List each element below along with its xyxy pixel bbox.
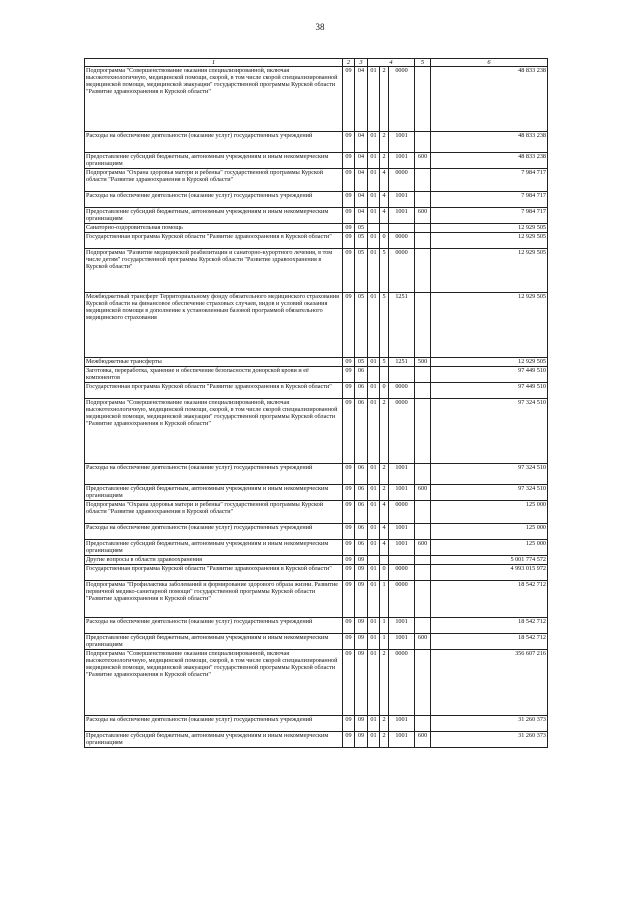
table-row (85, 192, 548, 208)
table-row (85, 383, 548, 399)
row-pr-code: 04 (355, 208, 368, 224)
row-program-code: 01 (368, 464, 380, 485)
row-subprogram-code: 0 (380, 383, 389, 399)
row-expense-type: 600 (415, 485, 431, 501)
row-amount: 18 542 712 (431, 618, 548, 634)
row-program-code: 01 (368, 650, 380, 716)
row-rz-code: 09 (343, 233, 355, 249)
row-name: Предоставление субсидий бюджетным, автономным учреждениям и иным некоммерческим организациям (85, 540, 343, 556)
row-direction-code: 0000 (389, 249, 415, 293)
row-amount: 356 607 216 (431, 650, 548, 716)
row-program-code: 01 (368, 192, 380, 208)
row-amount: 12 929 505 (431, 249, 548, 293)
row-pr-code: 04 (355, 132, 368, 153)
row-name: Предоставление субсидий бюджетным, автономным учреждениям и иным некоммерческим организациям (85, 485, 343, 501)
row-direction-code: 0000 (389, 650, 415, 716)
table-row (85, 132, 548, 153)
row-expense-type: 600 (415, 634, 431, 650)
row-direction-code (389, 556, 415, 565)
row-rz-code: 09 (343, 367, 355, 383)
table-row (85, 249, 548, 293)
table-row (85, 153, 548, 169)
row-expense-type (415, 224, 431, 233)
row-rz-code: 09 (343, 485, 355, 501)
table-row (85, 501, 548, 524)
row-program-code: 01 (368, 501, 380, 524)
row-name: Другие вопросы в области здравоохранения (85, 556, 343, 565)
row-name: Подпрограмма "Профилактика заболеваний и формирование здорового образа жизни. Развитие первичной медико-санитарной помощи" государственной программы Курской области "Развитие здравоохранения в Курской области" (85, 581, 343, 618)
row-expense-type (415, 233, 431, 249)
table-row (85, 224, 548, 233)
row-expense-type (415, 67, 431, 132)
row-amount: 48 833 238 (431, 153, 548, 169)
row-program-code: 01 (368, 618, 380, 634)
row-subprogram-code: 4 (380, 192, 389, 208)
row-rz-code: 09 (343, 556, 355, 565)
table-row (85, 367, 548, 383)
row-program-code: 01 (368, 399, 380, 464)
row-name: Расходы на обеспечение деятельности (оказание услуг) государственных учреждений (85, 464, 343, 485)
row-amount: 97 449 510 (431, 383, 548, 399)
row-pr-code: 04 (355, 67, 368, 132)
row-name: Расходы на обеспечение деятельности (оказание услуг) государственных учреждений (85, 524, 343, 540)
row-program-code: 01 (368, 485, 380, 501)
row-pr-code: 06 (355, 464, 368, 485)
row-expense-type: 500 (415, 358, 431, 367)
row-name: Предоставление субсидий бюджетным, автономным учреждениям и иным некоммерческим организациям (85, 208, 343, 224)
row-amount: 48 833 238 (431, 132, 548, 153)
row-program-code: 01 (368, 249, 380, 293)
row-program-code: 01 (368, 524, 380, 540)
table-row (85, 634, 548, 650)
row-expense-type: 600 (415, 208, 431, 224)
row-rz-code: 09 (343, 565, 355, 581)
row-direction-code (389, 224, 415, 233)
row-program-code: 01 (368, 540, 380, 556)
row-rz-code: 09 (343, 634, 355, 650)
row-name: Предоставление субсидий бюджетным, автономным учреждениям и иным некоммерческим организациям (85, 153, 343, 169)
row-amount: 7 984 717 (431, 192, 548, 208)
row-rz-code: 09 (343, 540, 355, 556)
row-subprogram-code: 4 (380, 169, 389, 192)
row-direction-code: 1001 (389, 716, 415, 732)
row-amount: 5 001 774 572 (431, 556, 548, 565)
row-name: Межбюджетные трансферты (85, 358, 343, 367)
row-pr-code: 09 (355, 581, 368, 618)
row-amount: 7 984 717 (431, 169, 548, 192)
row-pr-code: 09 (355, 716, 368, 732)
row-name: Подпрограмма "Охрана здоровья матери и ребенка" государственной программы Курской области "Развитие здравоохранения в Курской области" (85, 169, 343, 192)
row-expense-type: 600 (415, 540, 431, 556)
row-program-code: 01 (368, 169, 380, 192)
row-name: Государственная программа Курской области "Развитие здравоохранения в Курской области" (85, 565, 343, 581)
row-direction-code: 1001 (389, 192, 415, 208)
row-expense-type: 600 (415, 153, 431, 169)
row-expense-type (415, 169, 431, 192)
row-rz-code: 09 (343, 132, 355, 153)
row-program-code: 01 (368, 293, 380, 358)
row-subprogram-code: 4 (380, 540, 389, 556)
row-pr-code: 09 (355, 565, 368, 581)
row-expense-type (415, 581, 431, 618)
table-row (85, 524, 548, 540)
row-direction-code (389, 367, 415, 383)
row-subprogram-code: 0 (380, 233, 389, 249)
row-pr-code: 06 (355, 524, 368, 540)
row-amount: 125 000 (431, 540, 548, 556)
row-pr-code: 05 (355, 233, 368, 249)
row-direction-code: 1001 (389, 732, 415, 748)
row-expense-type (415, 367, 431, 383)
row-program-code (368, 224, 380, 233)
row-subprogram-code: 2 (380, 485, 389, 501)
row-program-code: 01 (368, 581, 380, 618)
row-amount: 12 929 505 (431, 358, 548, 367)
row-program-code: 01 (368, 153, 380, 169)
row-name: Подпрограмма "Совершенствование оказания специализированной, включая высокотехнологичную, медицинской помощи, скорой, в том числе скорой специализированной медицинской помощи, медицинской эвакуации" государственной программы Курской области "Развитие здравоохранения в Курской области" (85, 67, 343, 132)
row-subprogram-code: 0 (380, 565, 389, 581)
table-row (85, 293, 548, 358)
row-amount: 31 260 373 (431, 716, 548, 732)
row-program-code: 01 (368, 208, 380, 224)
table-row (85, 650, 548, 716)
row-direction-code: 0000 (389, 169, 415, 192)
table-row (85, 556, 548, 565)
row-rz-code: 09 (343, 192, 355, 208)
row-subprogram-code: 5 (380, 358, 389, 367)
row-expense-type (415, 192, 431, 208)
row-name: Расходы на обеспечение деятельности (оказание услуг) государственных учреждений (85, 716, 343, 732)
table-row (85, 618, 548, 634)
table-row (85, 716, 548, 732)
row-direction-code: 0000 (389, 233, 415, 249)
row-direction-code: 1001 (389, 208, 415, 224)
row-subprogram-code: 2 (380, 732, 389, 748)
row-program-code: 01 (368, 732, 380, 748)
row-direction-code: 1001 (389, 524, 415, 540)
row-program-code: 01 (368, 233, 380, 249)
row-rz-code: 09 (343, 501, 355, 524)
row-expense-type (415, 650, 431, 716)
row-expense-type: 600 (415, 732, 431, 748)
header-col-1: 1 (85, 59, 343, 67)
row-rz-code: 09 (343, 383, 355, 399)
row-pr-code: 04 (355, 169, 368, 192)
row-pr-code: 06 (355, 501, 368, 524)
row-expense-type (415, 464, 431, 485)
row-amount: 4 993 015 972 (431, 565, 548, 581)
row-direction-code: 0000 (389, 565, 415, 581)
row-rz-code: 09 (343, 358, 355, 367)
row-subprogram-code: 4 (380, 501, 389, 524)
row-rz-code: 09 (343, 716, 355, 732)
row-expense-type (415, 524, 431, 540)
table-row (85, 540, 548, 556)
row-expense-type (415, 132, 431, 153)
row-subprogram-code: 5 (380, 249, 389, 293)
row-pr-code: 05 (355, 224, 368, 233)
row-name: Расходы на обеспечение деятельности (оказание услуг) государственных учреждений (85, 618, 343, 634)
row-amount: 18 542 712 (431, 634, 548, 650)
row-program-code (368, 367, 380, 383)
row-direction-code: 0000 (389, 501, 415, 524)
table-row (85, 358, 548, 367)
row-subprogram-code (380, 367, 389, 383)
row-pr-code: 06 (355, 540, 368, 556)
row-expense-type (415, 249, 431, 293)
table-header-row (85, 59, 548, 67)
row-subprogram-code: 4 (380, 524, 389, 540)
row-program-code: 01 (368, 634, 380, 650)
table-row (85, 208, 548, 224)
row-expense-type (415, 618, 431, 634)
row-pr-code: 05 (355, 293, 368, 358)
row-rz-code: 09 (343, 618, 355, 634)
row-program-code: 01 (368, 565, 380, 581)
row-subprogram-code: 2 (380, 153, 389, 169)
row-program-code: 01 (368, 132, 380, 153)
header-col-3: 3 (355, 59, 368, 67)
row-subprogram-code: 2 (380, 716, 389, 732)
row-pr-code: 09 (355, 618, 368, 634)
table-row (85, 67, 548, 132)
row-name: Подпрограмма "Развитие медицинской реабилитации и санаторно-курортного лечения, в том числе детям" государственной программы Курской области "Развитие здравоохранения в Курской области" (85, 249, 343, 293)
table-row (85, 581, 548, 618)
row-rz-code: 09 (343, 153, 355, 169)
row-name: Подпрограмма "Совершенствование оказания специализированной, включая высокотехнологичную, медицинской помощи, скорой, в том числе скорой специализированной медицинской помощи, медицинской эвакуации" государственной программы Курской области "Развитие здравоохранения в Курской области" (85, 650, 343, 716)
row-expense-type (415, 565, 431, 581)
row-rz-code: 09 (343, 399, 355, 464)
page-number: 38 (315, 22, 325, 32)
row-direction-code: 0000 (389, 399, 415, 464)
row-rz-code: 09 (343, 732, 355, 748)
table-row (85, 732, 548, 748)
row-name: Государственная программа Курской области "Развитие здравоохранения в Курской области" (85, 233, 343, 249)
row-direction-code: 1001 (389, 634, 415, 650)
header-col-6: 6 (431, 59, 548, 67)
row-direction-code: 0000 (389, 581, 415, 618)
row-subprogram-code: 4 (380, 208, 389, 224)
row-program-code: 01 (368, 358, 380, 367)
row-rz-code: 09 (343, 224, 355, 233)
row-pr-code: 06 (355, 485, 368, 501)
row-amount: 125 000 (431, 501, 548, 524)
row-subprogram-code: 2 (380, 650, 389, 716)
row-expense-type (415, 716, 431, 732)
row-direction-code: 1251 (389, 293, 415, 358)
row-amount: 18 542 712 (431, 581, 548, 618)
row-pr-code: 09 (355, 556, 368, 565)
row-direction-code: 1001 (389, 153, 415, 169)
table-row (85, 464, 548, 485)
row-direction-code: 1251 (389, 358, 415, 367)
row-direction-code: 1001 (389, 485, 415, 501)
row-program-code: 01 (368, 716, 380, 732)
row-subprogram-code (380, 224, 389, 233)
row-subprogram-code: 2 (380, 132, 389, 153)
row-pr-code: 09 (355, 634, 368, 650)
table-row (85, 233, 548, 249)
row-name: Предоставление субсидий бюджетным, автономным учреждениям и иным некоммерческим организациям (85, 634, 343, 650)
row-pr-code: 05 (355, 358, 368, 367)
row-amount: 97 324 510 (431, 399, 548, 464)
row-program-code (368, 556, 380, 565)
row-rz-code: 09 (343, 67, 355, 132)
row-amount: 97 449 510 (431, 367, 548, 383)
row-rz-code: 09 (343, 524, 355, 540)
row-subprogram-code: 1 (380, 634, 389, 650)
row-direction-code: 1001 (389, 132, 415, 153)
row-expense-type (415, 383, 431, 399)
row-name: Подпрограмма "Охрана здоровья матери и ребенка" государственной программы Курской области "Развитие здравоохранения в Курской области" (85, 501, 343, 524)
row-subprogram-code: 5 (380, 293, 389, 358)
row-name: Предоставление субсидий бюджетным, автономным учреждениям и иным некоммерческим организациям (85, 732, 343, 748)
row-name: Подпрограмма "Совершенствование оказания специализированной, включая высокотехнологичную, медицинской помощи, скорой, в том числе скорой специализированной медицинской помощи, медицинской эвакуации" государственной программы Курской области "Развитие здравоохранения в Курской области" (85, 399, 343, 464)
row-pr-code: 09 (355, 650, 368, 716)
row-name: Заготовка, переработка, хранение и обеспечение безопасности донорской крови и её компонентов (85, 367, 343, 383)
row-expense-type (415, 293, 431, 358)
row-program-code: 01 (368, 383, 380, 399)
row-direction-code: 1001 (389, 540, 415, 556)
row-rz-code: 09 (343, 249, 355, 293)
row-name: Санаторно-оздоровительная помощь (85, 224, 343, 233)
row-name: Расходы на обеспечение деятельности (оказание услуг) государственных учреждений (85, 192, 343, 208)
table-row (85, 399, 548, 464)
row-rz-code: 09 (343, 581, 355, 618)
row-pr-code: 04 (355, 153, 368, 169)
row-amount: 12 929 505 (431, 233, 548, 249)
table-row (85, 169, 548, 192)
row-name: Государственная программа Курской области "Развитие здравоохранения в Курской области" (85, 383, 343, 399)
row-direction-code: 1001 (389, 618, 415, 634)
row-amount: 7 984 717 (431, 208, 548, 224)
header-col-4: 4 (368, 59, 415, 67)
row-pr-code: 04 (355, 192, 368, 208)
table-row (85, 565, 548, 581)
budget-table (84, 58, 548, 748)
row-expense-type (415, 399, 431, 464)
row-pr-code: 06 (355, 399, 368, 464)
row-direction-code: 0000 (389, 67, 415, 132)
row-amount: 12 929 505 (431, 224, 548, 233)
row-amount: 12 929 505 (431, 293, 548, 358)
row-rz-code: 09 (343, 464, 355, 485)
row-direction-code: 0000 (389, 383, 415, 399)
header-col-5: 5 (415, 59, 431, 67)
row-amount: 48 833 238 (431, 67, 548, 132)
row-expense-type (415, 501, 431, 524)
row-name: Межбюджетный трансферт Территориальному фонду обязательного медицинского страхования Курской области на финансовое обеспечение страховых случаев, видов и условий оказания медицинской помощи в дополнение к установленным базовой программой обязательного медицинского страхования (85, 293, 343, 358)
row-pr-code: 06 (355, 383, 368, 399)
table-row (85, 485, 548, 501)
row-subprogram-code: 2 (380, 399, 389, 464)
row-direction-code: 1001 (389, 464, 415, 485)
row-expense-type (415, 556, 431, 565)
row-pr-code: 06 (355, 367, 368, 383)
header-col-2: 2 (343, 59, 355, 67)
row-subprogram-code: 1 (380, 618, 389, 634)
row-amount: 97 324 510 (431, 485, 548, 501)
row-rz-code: 09 (343, 650, 355, 716)
row-amount: 97 324 510 (431, 464, 548, 485)
row-subprogram-code: 2 (380, 67, 389, 132)
row-pr-code: 09 (355, 732, 368, 748)
row-rz-code: 09 (343, 293, 355, 358)
row-amount: 125 000 (431, 524, 548, 540)
row-amount: 31 260 373 (431, 732, 548, 748)
row-subprogram-code: 1 (380, 581, 389, 618)
row-subprogram-code: 2 (380, 464, 389, 485)
row-rz-code: 09 (343, 169, 355, 192)
row-rz-code: 09 (343, 208, 355, 224)
row-pr-code: 05 (355, 249, 368, 293)
row-subprogram-code (380, 556, 389, 565)
row-program-code: 01 (368, 67, 380, 132)
row-name: Расходы на обеспечение деятельности (оказание услуг) государственных учреждений (85, 132, 343, 153)
